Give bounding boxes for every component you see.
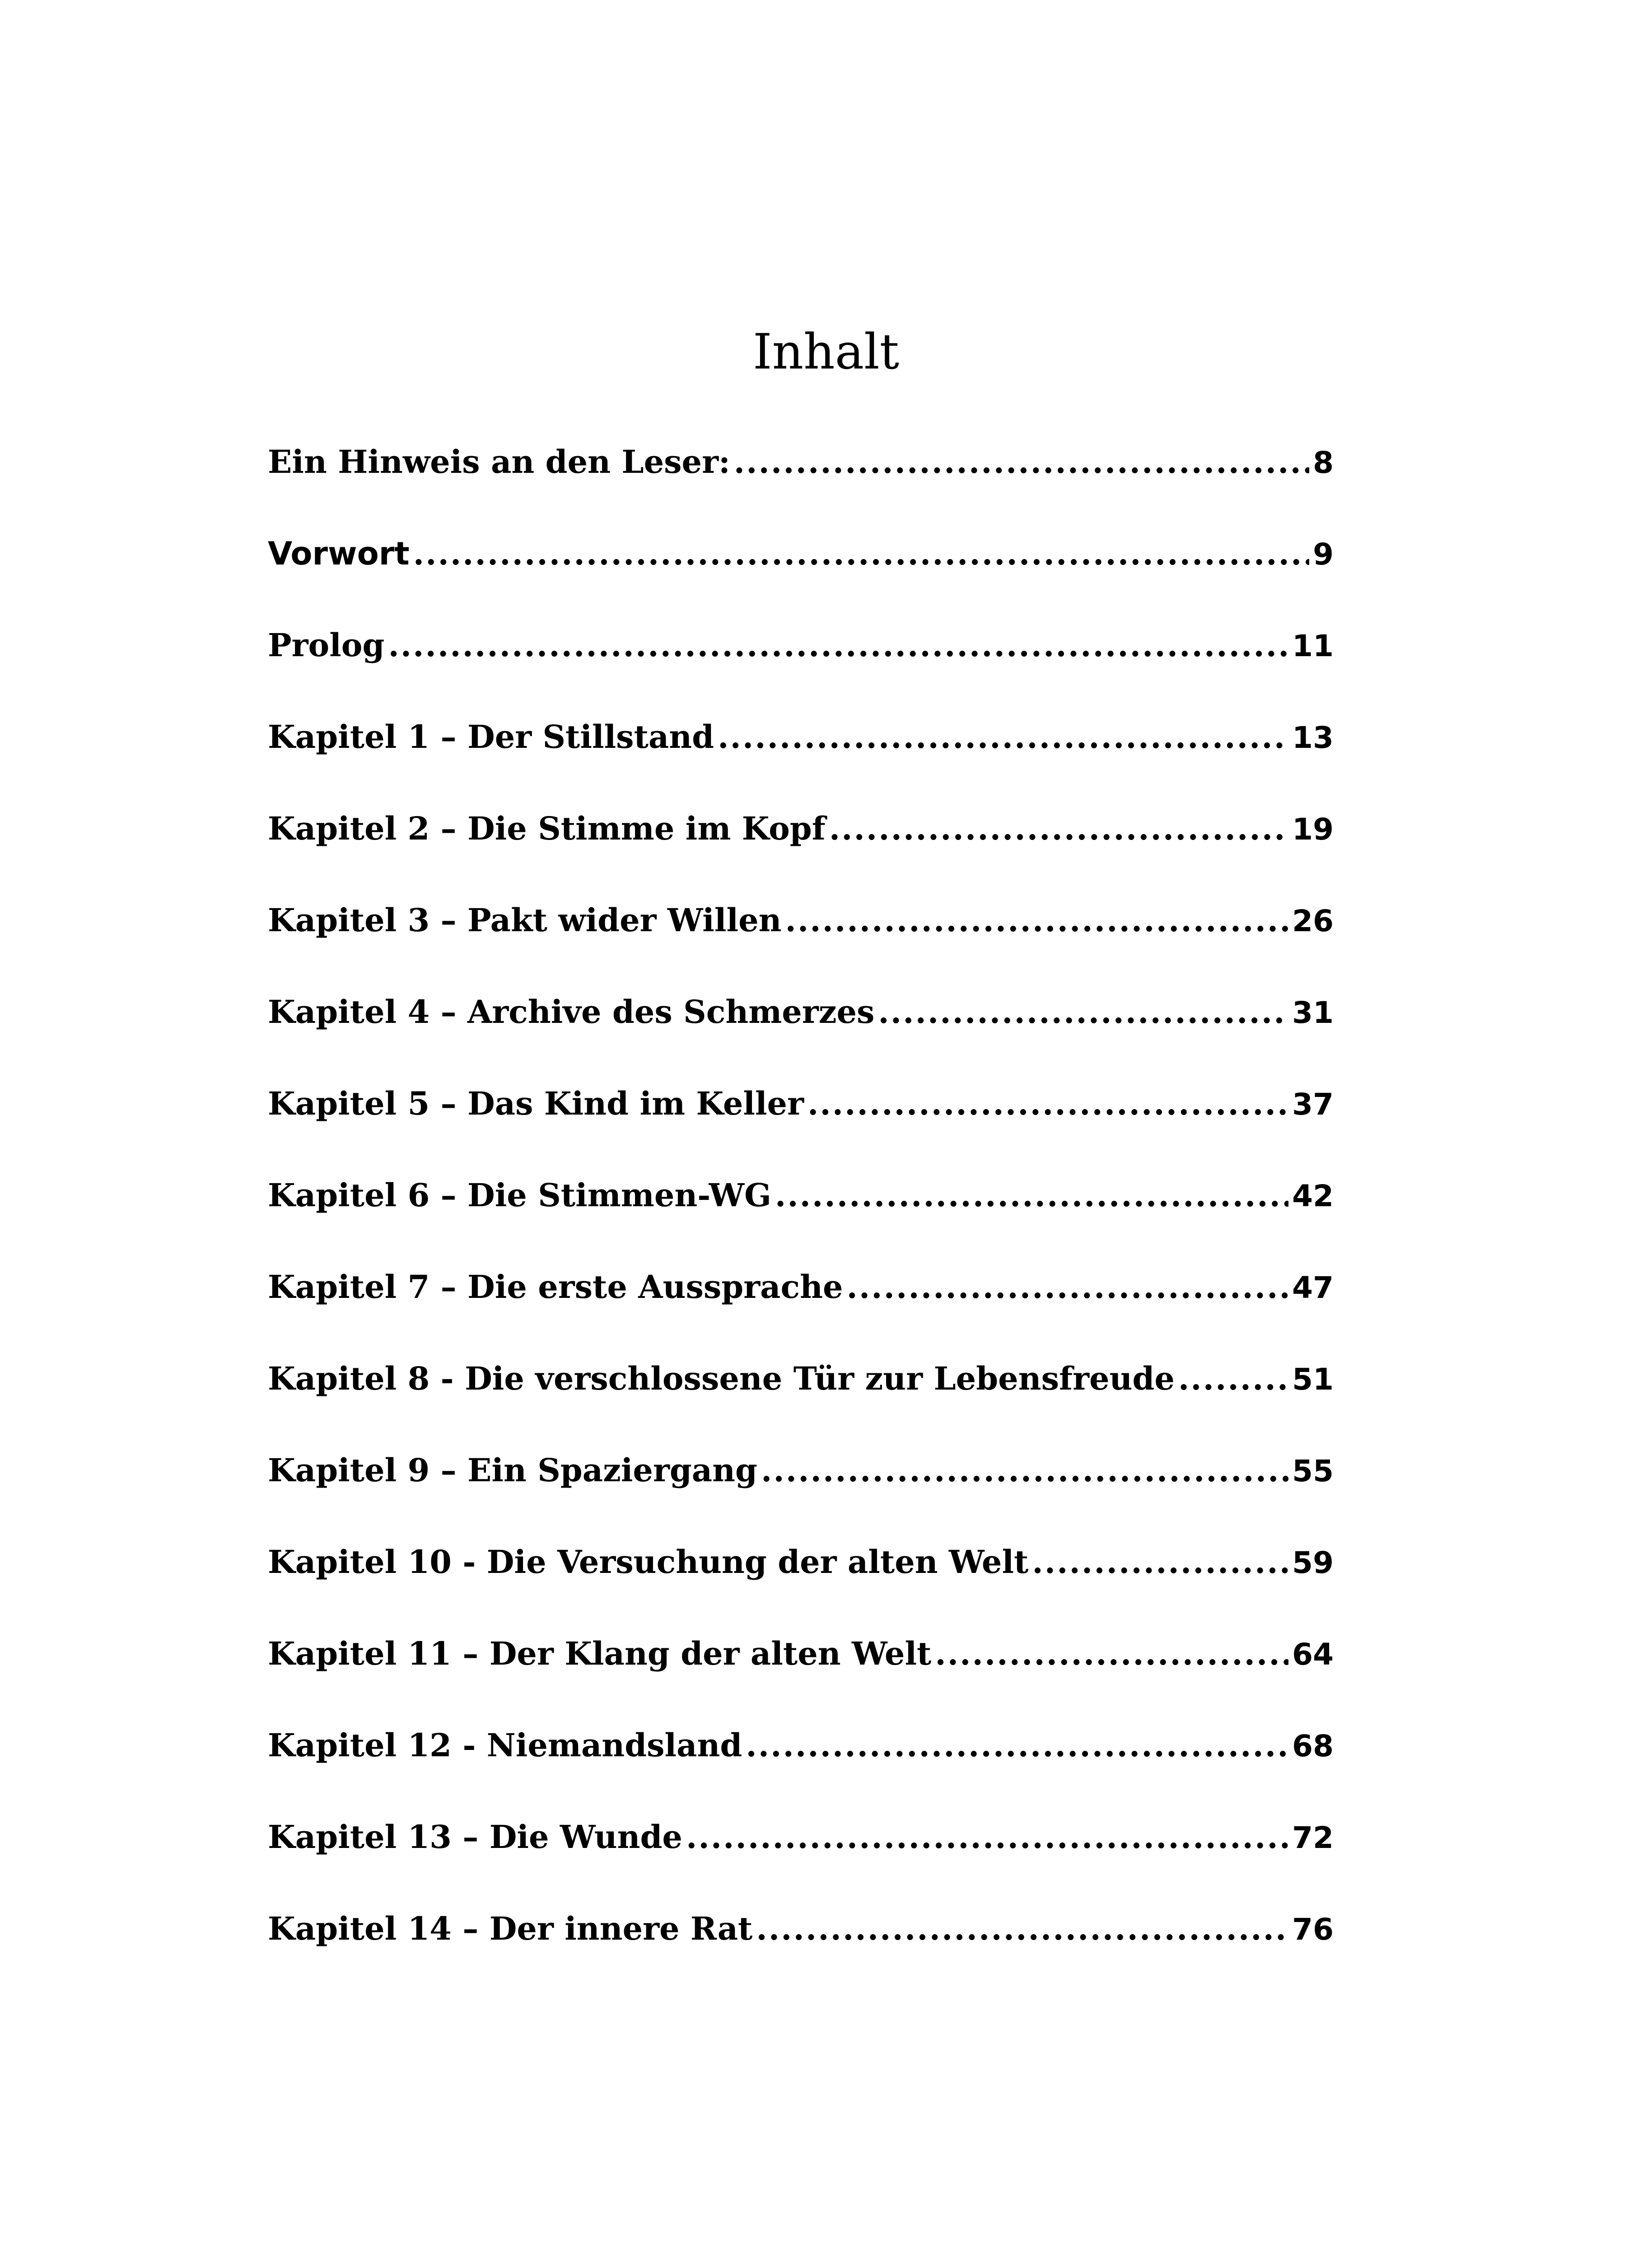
toc-entry-page: 26 [1292,904,1334,938]
toc-entry-title: Kapitel 11 – Der Klang der alten Welt [268,1635,932,1672]
toc-entry-page: 47 [1292,1270,1334,1305]
toc-entry[interactable] [268,1535,1334,1589]
toc-entry[interactable] [268,527,1334,581]
dot-leader [1178,1352,1288,1406]
toc-entry-page: 11 [1292,629,1334,663]
toc-entry[interactable] [268,1902,1334,1956]
toc-entry-title: Kapitel 4 – Archive des Schmerzes [268,993,875,1031]
toc-entry-title: Kapitel 2 – Die Stimme im Kopf [268,810,826,847]
toc-entry-title: Kapitel 14 – Der innere Rat [268,1910,753,1947]
dot-leader [413,527,1309,581]
toc-entry-title: Kapitel 5 – Das Kind im Keller [268,1085,804,1122]
toc-entry-title: Kapitel 3 – Pakt wider Willen [268,901,782,939]
toc-entry-title: Kapitel 8 - Die verschlossene Tür zur Lebensfreude [268,1360,1175,1397]
toc-entry-title: Kapitel 6 – Die Stimmen-WG [268,1176,771,1214]
toc-entry-title: Kapitel 12 - Niemandsland [268,1726,742,1764]
toc-entry[interactable] [268,1810,1334,1864]
dot-leader [746,1718,1288,1773]
dot-leader [878,985,1288,1039]
toc-entry-page: 59 [1292,1545,1334,1580]
toc-entry[interactable] [268,1443,1334,1498]
toc-entry[interactable] [268,435,1334,489]
toc-entry-page: 72 [1292,1820,1334,1855]
toc-entry[interactable] [268,1352,1334,1406]
dot-leader [761,1443,1288,1498]
dot-leader [756,1902,1288,1956]
dot-leader [388,618,1288,672]
toc-entry[interactable] [268,802,1334,856]
toc-entry-title: Kapitel 10 - Die Versuchung der alten Welt [268,1543,1029,1581]
dot-leader [829,802,1288,856]
dot-leader [686,1810,1288,1864]
toc-entry-page: 51 [1292,1362,1334,1397]
toc-entry-page: 37 [1292,1087,1334,1122]
toc-entry-page: 42 [1292,1179,1334,1213]
toc-entry-title: Vorwort [268,535,410,572]
toc-entry[interactable] [268,1077,1334,1131]
dot-leader [718,710,1288,764]
toc-entry-page: 9 [1313,537,1334,572]
toc-entry-page: 8 [1313,445,1334,480]
page-title: Inhalt [752,324,900,380]
dot-leader [734,435,1309,489]
dot-leader [775,1168,1288,1222]
toc-entry[interactable] [268,710,1334,764]
dot-leader [1032,1535,1288,1589]
dot-leader [807,1077,1288,1131]
toc-entry-title: Kapitel 9 – Ein Spaziergang [268,1451,757,1489]
toc-entry[interactable] [268,1168,1334,1222]
toc-entry-page: 19 [1292,812,1334,847]
toc-entry[interactable] [268,618,1334,672]
toc-entry-page: 13 [1292,720,1334,755]
toc-entry-page: 68 [1292,1729,1334,1763]
toc-entry-page: 76 [1292,1912,1334,1947]
toc-entry[interactable] [268,985,1334,1039]
toc-entry[interactable] [268,1260,1334,1314]
toc-entry-page: 55 [1292,1454,1334,1488]
toc-entry[interactable] [268,1627,1334,1681]
dot-leader [847,1260,1289,1314]
toc-entry[interactable] [268,893,1334,947]
toc-entry-page: 64 [1292,1637,1334,1672]
toc-entry[interactable] [268,1718,1334,1773]
toc-entry-title: Prolog [268,626,385,664]
dot-leader [935,1627,1288,1681]
toc-entry-title: Kapitel 1 – Der Stillstand [268,718,714,756]
toc-entry-title: Ein Hinweis an den Leser: [268,443,730,481]
toc-entry-page: 31 [1292,995,1334,1030]
toc-entry-title: Kapitel 7 – Die erste Aussprache [268,1268,843,1306]
dot-leader [785,893,1289,947]
toc-entry-title: Kapitel 13 – Die Wunde [268,1818,682,1856]
